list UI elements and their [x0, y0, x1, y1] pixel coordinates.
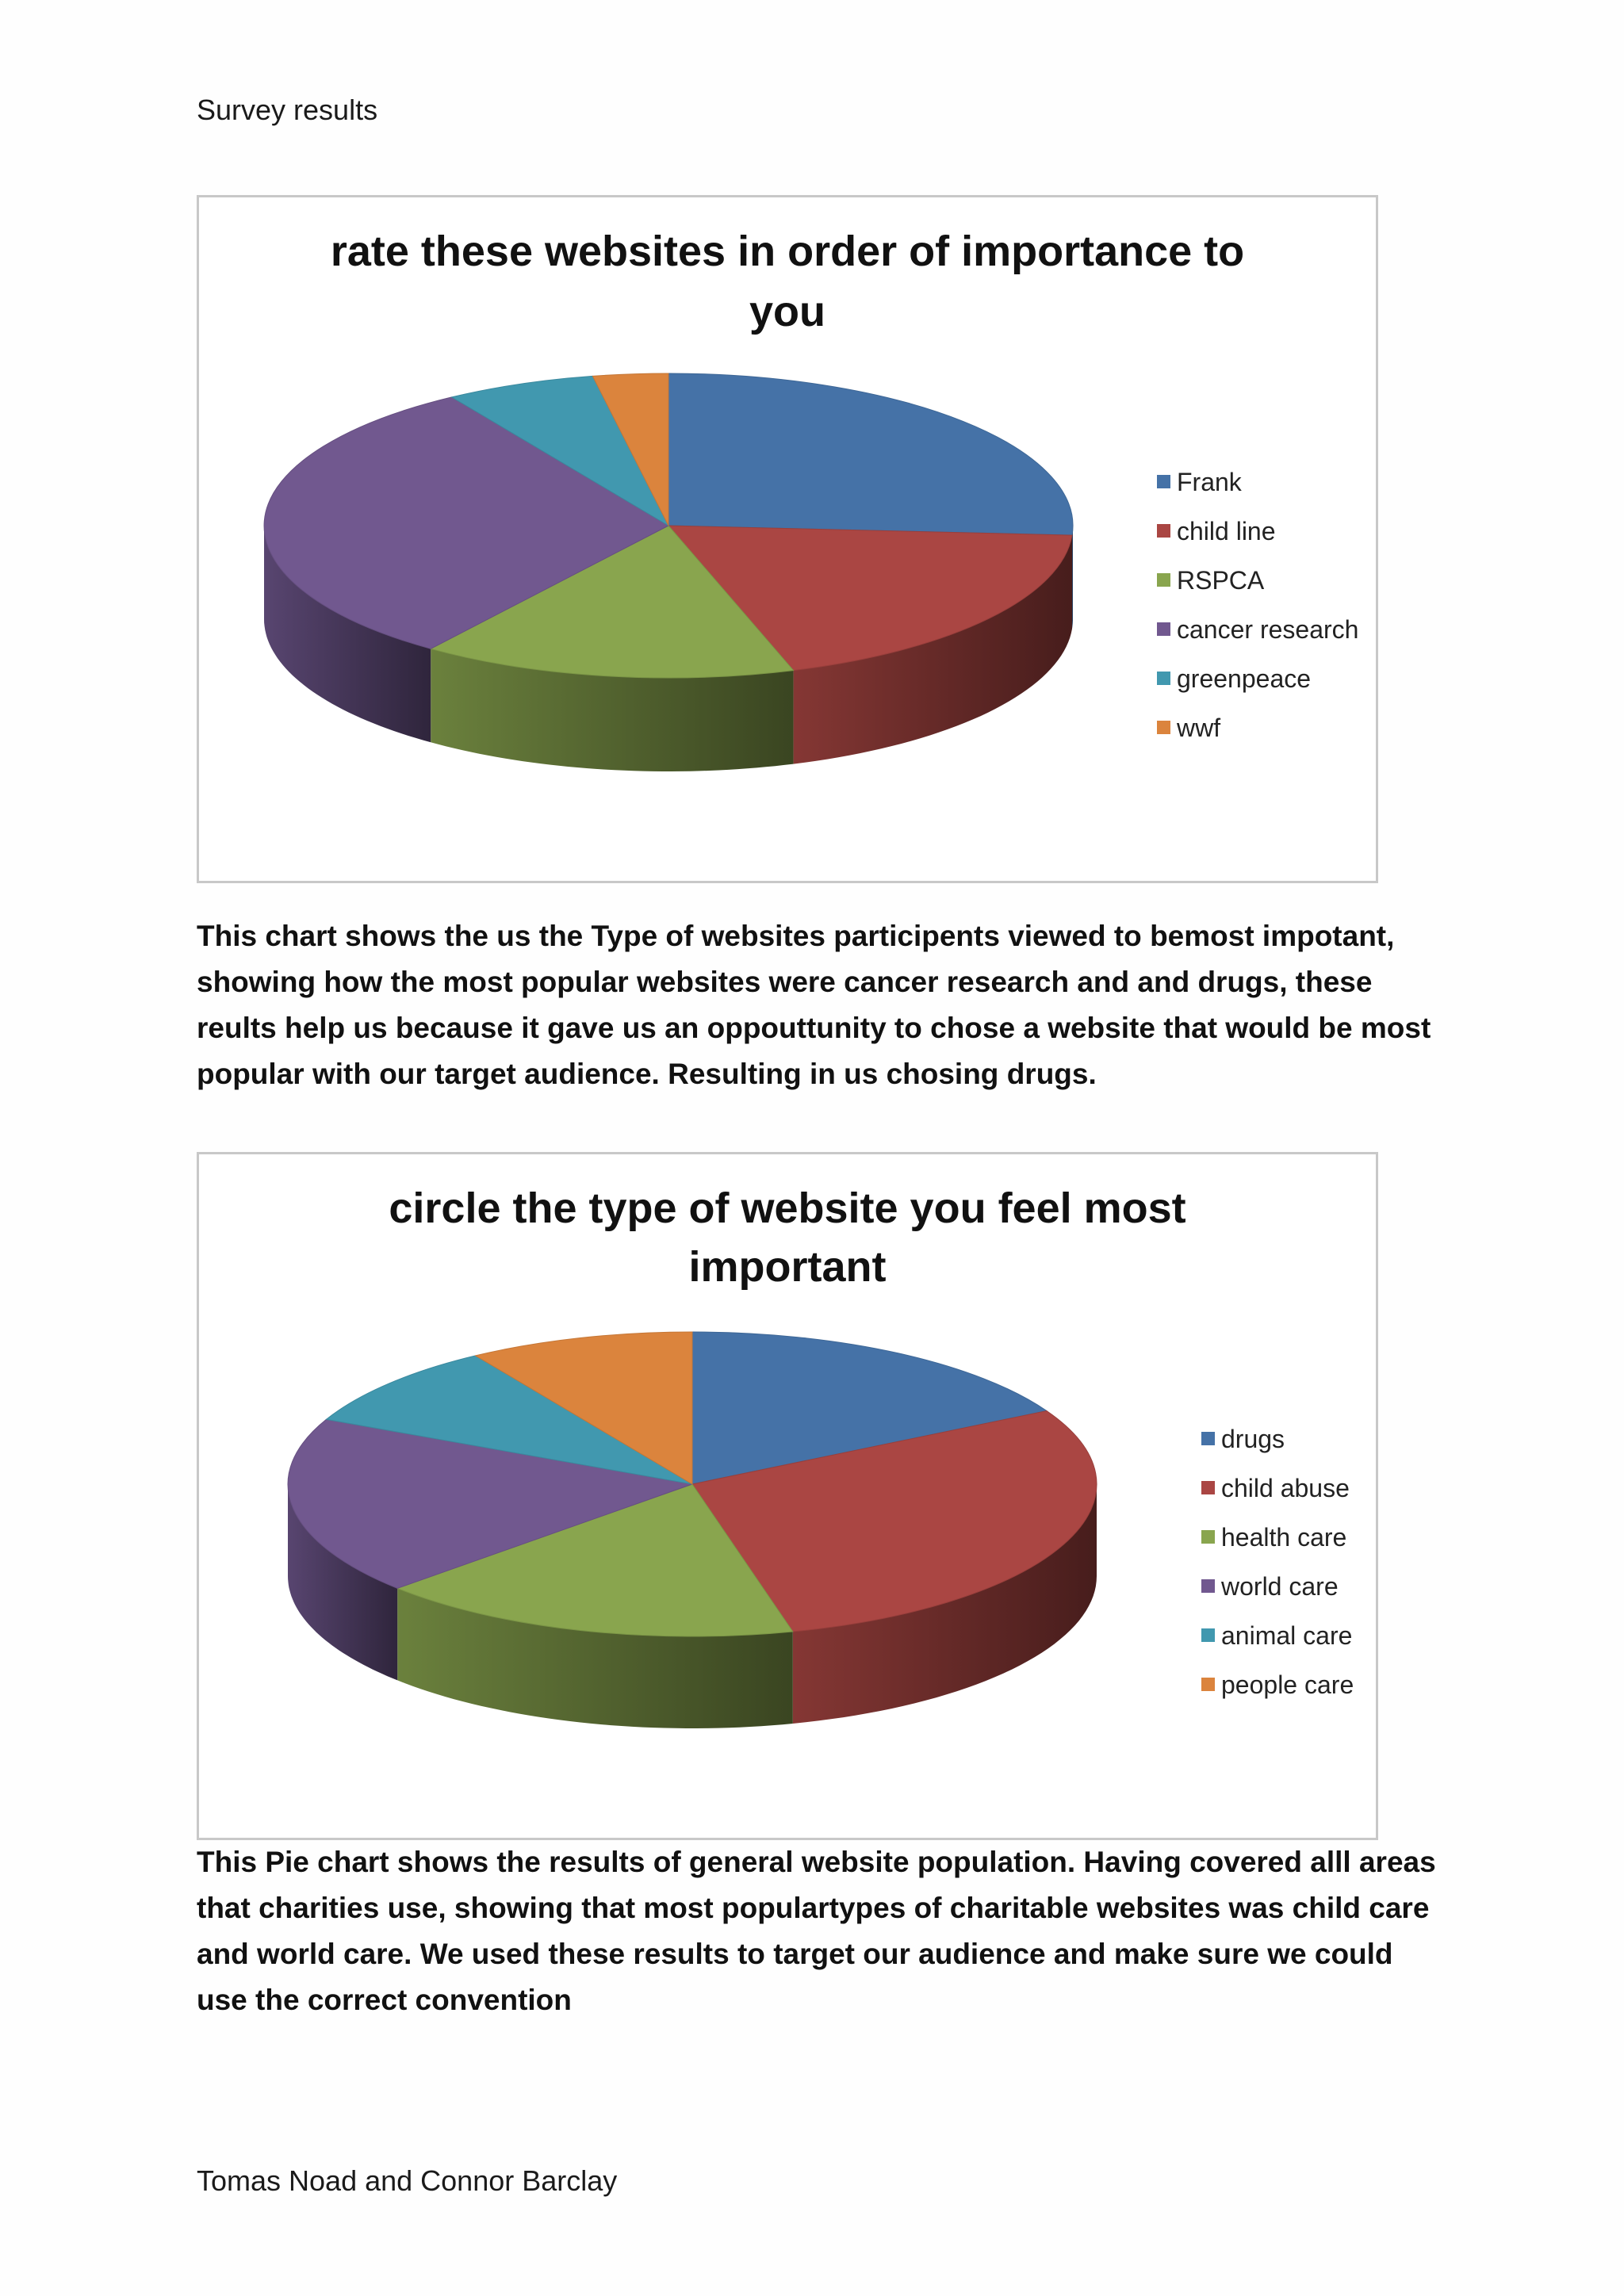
legend-swatch-child-abuse	[1201, 1481, 1215, 1494]
legend-label-health-care: health care	[1221, 1523, 1347, 1552]
chart-title-line-2: you	[749, 288, 826, 335]
legend-label-people-care: people care	[1221, 1670, 1354, 1699]
pie-side-frank	[1072, 526, 1073, 629]
chart-title-line-1: rate these websites in order of importance to	[330, 228, 1245, 275]
legend-swatch-rspca	[1157, 573, 1170, 587]
chart-legend	[1201, 1425, 1354, 1699]
legend-label-wwf: wwf	[1177, 714, 1221, 742]
pie-slice-frank	[668, 373, 1073, 535]
legend-swatch-greenpeace	[1157, 672, 1170, 685]
pie-chart-svg	[199, 1154, 1376, 1838]
legend-swatch-world-care	[1201, 1579, 1215, 1593]
page-header: Survey results	[197, 94, 378, 126]
legend-swatch-child-line	[1157, 524, 1170, 538]
legend-label-greenpeace: greenpeace	[1177, 664, 1312, 693]
legend-swatch-cancer-research	[1157, 622, 1170, 636]
legend-label-rspca: RSPCA	[1177, 566, 1265, 595]
pie-chart-website-importance	[197, 195, 1378, 883]
chart-title-line-1: circle the type of website you feel most	[389, 1184, 1186, 1232]
legend-label-child-abuse: child abuse	[1221, 1474, 1350, 1502]
pie-chart-svg	[199, 197, 1376, 881]
legend-label-drugs: drugs	[1221, 1425, 1285, 1453]
legend-swatch-drugs	[1201, 1432, 1215, 1445]
chart-legend	[1157, 468, 1358, 742]
legend-swatch-frank	[1157, 475, 1170, 488]
pie-slices	[264, 373, 1073, 771]
legend-label-animal-care: animal care	[1221, 1621, 1353, 1650]
legend-swatch-people-care	[1201, 1678, 1215, 1691]
pie-slices	[288, 1332, 1097, 1728]
legend-swatch-animal-care	[1201, 1628, 1215, 1642]
legend-label-cancer-research: cancer research	[1177, 615, 1359, 644]
legend-label-frank: Frank	[1177, 468, 1242, 496]
page-footer: Tomas Noad and Connor Barclay	[197, 2164, 618, 2197]
legend-swatch-wwf	[1157, 721, 1170, 734]
chart-2-caption: This Pie chart shows the results of general website population. Having covered alll areas that charities use, showing that most populartypes of charitable websites was child care and world care. We used these results to target our audience and make sure we could use the correct convention	[197, 1846, 1436, 2016]
legend-label-child-line: child line	[1177, 517, 1276, 545]
legend-label-world-care: world care	[1221, 1572, 1339, 1601]
legend-swatch-health-care	[1201, 1530, 1215, 1544]
chart-title-line-2: important	[688, 1243, 887, 1291]
chart-1-caption: This chart shows the us the Type of websites participents viewed to bemost impotant, showing how the most popular websites were cancer research and and drugs, these reults help us because it gave us an oppouttunity to chose a website that would be most popular with our target audience. Resulting in us chosing drugs.	[197, 920, 1431, 1090]
pie-chart-website-type	[197, 1152, 1378, 1840]
